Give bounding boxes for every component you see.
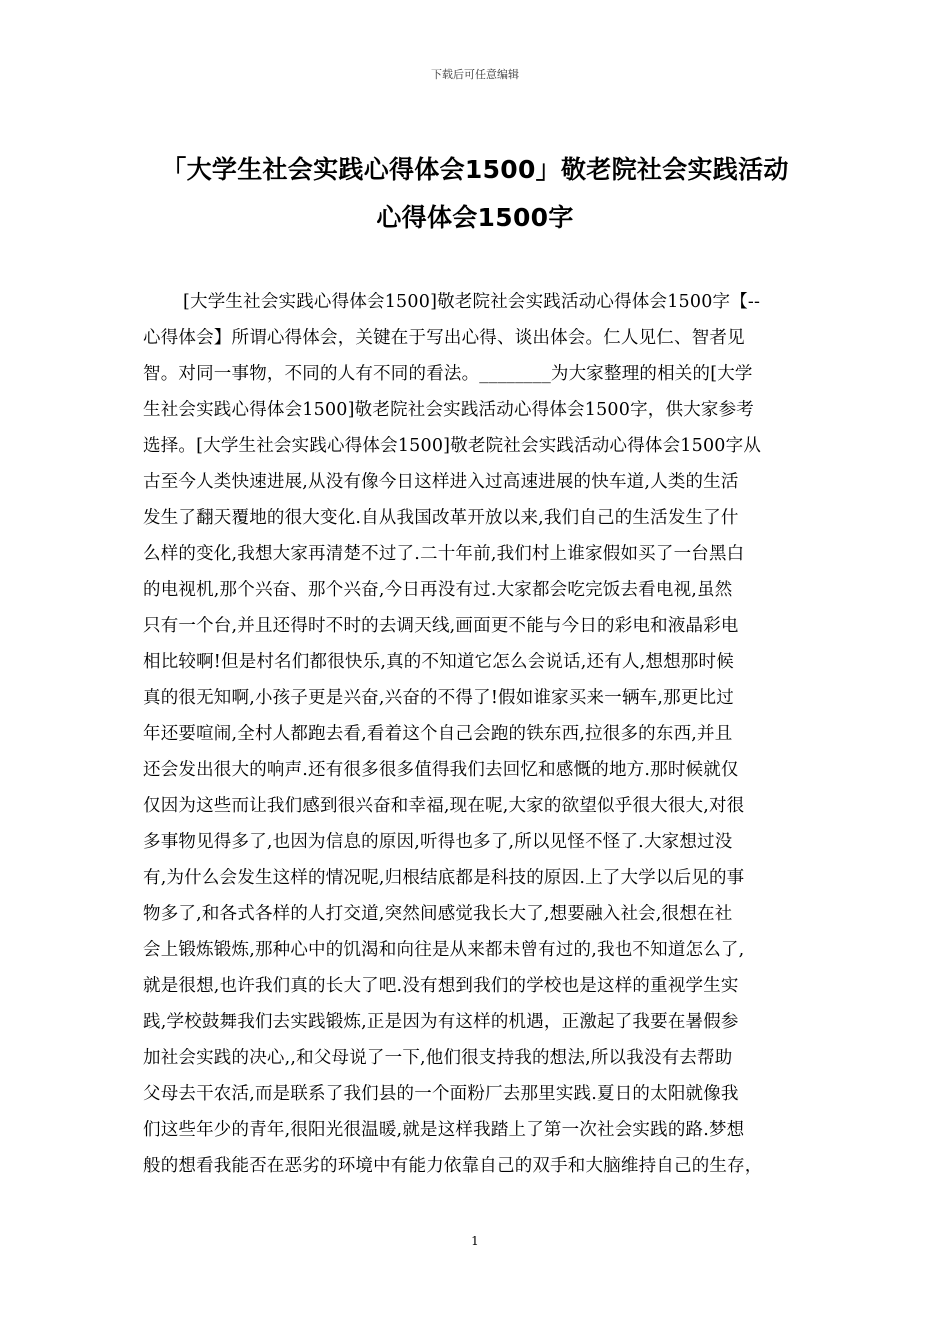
header-note: 下载后可任意编辑 (431, 68, 519, 81)
body-line: 还会发出很大的响声.还有很多很多值得我们去回忆和感慨的地方.那时候就仅 (143, 760, 739, 780)
body-line: 么样的变化,我想大家再清楚不过了.二十年前,我们村上谁家假如买了一台黑白 (143, 544, 745, 564)
body-line: 们这些年少的青年,很阳光很温暖,就是这样我踏上了第一次社会实践的路.梦想 (143, 1120, 745, 1140)
body-line: 相比较啊!但是村名们都很快乐,真的不知道它怎么会说话,还有人,想想那时候 (143, 652, 734, 672)
document-title-line-2: 心得体会1500字 (376, 203, 574, 232)
body-line: 古至今人类快速进展,从没有像今日这样进入过高速进展的快车道,人类的生活 (143, 472, 739, 492)
document-title-line-1: 「大学生社会实践心得体会1500」敬老院社会实践活动 (161, 155, 789, 184)
body-line: 选择。[大学生社会实践心得体会1500]敬老院社会实践活动心得体会1500字从 (143, 436, 762, 456)
body-line: 生社会实践心得体会1500]敬老院社会实践活动心得体会1500字，供大家参考 (143, 400, 754, 420)
body-line: 发生了翻天覆地的很大变化.自从我国改革开放以来,我们自己的生活发生了什 (143, 508, 739, 528)
body-line: 就是很想,也许我们真的长大了吧.没有想到我们的学校也是这样的重视学生实 (143, 976, 739, 996)
body-line: 般的想看我能否在恶劣的环境中有能力依靠自己的双手和大脑维持自己的生存， (143, 1156, 763, 1176)
body-line: 的电视机,那个兴奋、那个兴奋,今日再没有过.大家都会吃完饭去看电视,虽然 (143, 580, 733, 600)
body-line: 真的很无知啊,小孩子更是兴奋,兴奋的不得了!假如谁家买来一辆车,那更比过 (143, 688, 734, 708)
body-line: 心得体会】所谓心得体会，关键在于写出心得、谈出体会。仁人见仁、智者见 (143, 328, 745, 348)
body-line: 多事物见得多了,也因为信息的原因,听得也多了,所以见怪不怪了.大家想过没 (143, 832, 733, 852)
body-text (143, 284, 815, 1184)
body-line: 只有一个台,并且还得时不时的去调天线,画面更不能与今日的彩电和液晶彩电 (143, 616, 739, 636)
body-line: 有,为什么会发生这样的情况呢,归根结底都是科技的原因.上了大学以后见的事 (143, 868, 745, 888)
body-line: [大学生社会实践心得体会1500]敬老院社会实践活动心得体会1500字【-- (183, 292, 761, 312)
page-number: 1 (471, 1234, 479, 1248)
body-line: 年还要喧闹,全村人都跑去看,看着这个自己会跑的铁东西,拉很多的东西,并且 (143, 724, 733, 744)
body-line: 物多了,和各式各样的人打交道,突然间感觉我长大了,想要融入社会,很想在社 (143, 904, 733, 924)
body-line: 仅因为这些而让我们感到很兴奋和幸福,现在呢,大家的欲望似乎很大很大,对很 (143, 796, 745, 816)
body-line: 会上锻炼锻炼,那种心中的饥渴和向往是从来都未曾有过的,我也不知道怎么了, (143, 940, 745, 960)
body-line: 践,学校鼓舞我们去实践锻炼,正是因为有这样的机遇，正激起了我要在暑假参 (143, 1012, 739, 1032)
body-line: 父母去干农活,而是联系了我们县的一个面粉厂去那里实践.夏日的太阳就像我 (143, 1084, 739, 1104)
body-line: 智。对同一事物，不同的人有不同的看法。________为大家整理的相关的[大学 (143, 364, 753, 384)
body-line: 加社会实践的决心,,和父母说了一下,他们很支持我的想法,所以我没有去帮助 (143, 1048, 733, 1068)
